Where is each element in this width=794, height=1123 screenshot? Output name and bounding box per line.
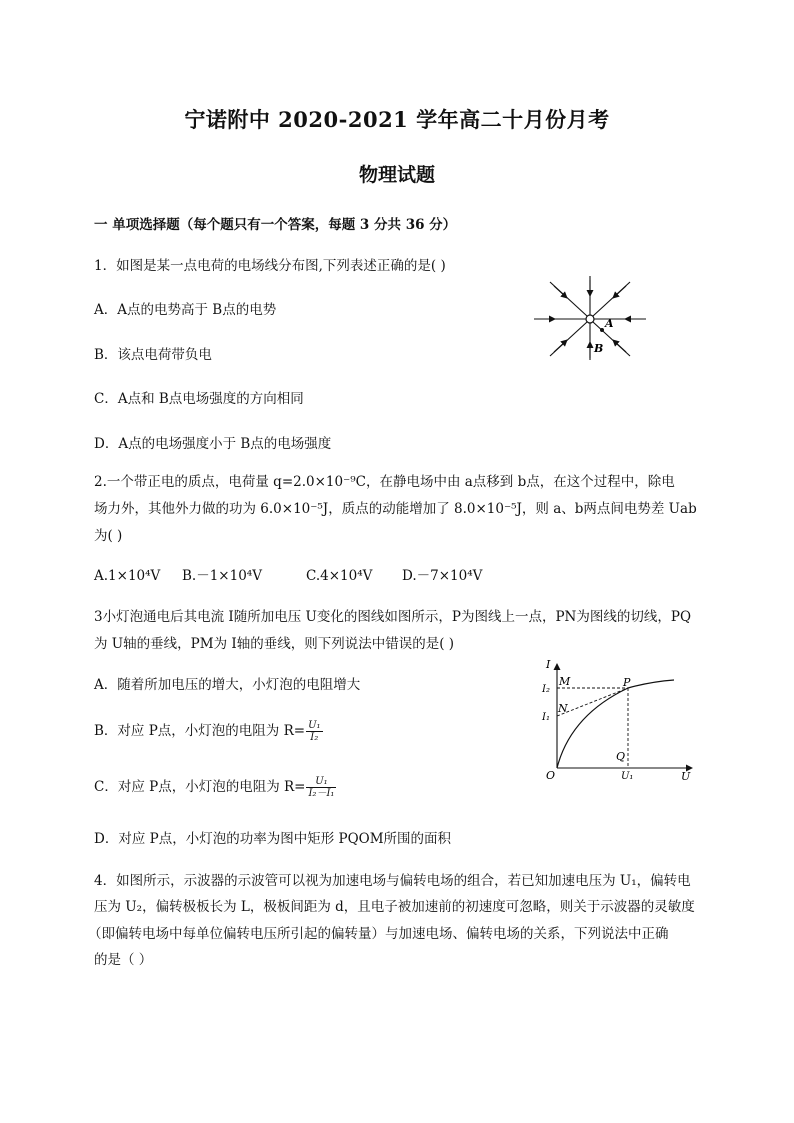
q3-option-b-numerator: U₁ — [308, 720, 321, 731]
q3-option-c-text: C．对应 P点，小灯泡的电阻为 R= — [94, 779, 306, 795]
q2-option-a: A.1×10⁴V — [94, 568, 161, 584]
section-heading: 一 单项选择题（每个题只有一个答案，每题 3 分共 36 分） — [94, 217, 457, 233]
q3-option-a: A．随着所加电压的增大，小灯泡的电阻增大 — [94, 677, 361, 693]
point-b-label: B — [594, 342, 604, 355]
iu-graph-figure — [538, 658, 698, 782]
q1-option-c: C．A点和 B点电场强度的方向相同 — [94, 391, 304, 407]
q2-option-d: D.－7×10⁴V — [402, 568, 483, 584]
i2-tick-label: I₂ — [542, 684, 550, 695]
q3-option-c — [94, 776, 336, 799]
q2-option-b: B.－1×10⁴V — [182, 568, 262, 584]
q3-option-b-fraction — [306, 720, 322, 743]
point-charge — [586, 315, 594, 323]
q3-line-1: 3小灯泡通电后其电流 I随所加电压 U变化的图线如图所示，P为图线上一点，PN为图线的切线，PQ — [94, 609, 692, 625]
q4-line-3: （即偏转电场中每单位偏转电压所引起的偏转量）与加速电场、偏转电场的关系，下列说法中正确 — [88, 926, 669, 942]
q2-line-1: 2.一个带正电的质点，电荷量 q=2.0×10⁻⁹C，在静电场中由 a点移到 b点，在这个过程中，除电 — [94, 474, 675, 490]
q4-line-4: 的是（ ） — [94, 952, 153, 968]
q4-line-2: 压为 U₂，偏转极板长为 L，极板间距为 d，且电子被加速前的初速度可忽略，则关于示波器的灵敏度 — [94, 899, 695, 915]
q2-option-c: C.4×10⁴V — [306, 568, 373, 584]
point-a-label: A — [605, 317, 614, 330]
page-title: 宁诺附中 2020-2021 学年高二十月份月考 — [184, 107, 610, 132]
q4-line-1: 4．如图所示，示波器的示波管可以视为加速电场与偏转电场的组合，若已知加速电压为 U₁，偏转电 — [94, 873, 691, 889]
q1-option-b: B．该点电荷带负电 — [94, 347, 212, 363]
u1-tick-label: U₁ — [621, 771, 634, 782]
q3-option-b-text: B．对应 P点，小灯泡的电阻为 R= — [94, 723, 306, 739]
q3-option-b — [94, 720, 323, 743]
i1-tick-label: I₁ — [542, 712, 550, 723]
q3-option-b-denominator: I₂ — [306, 731, 322, 743]
q3-line-2: 为 U轴的垂线，PM为 I轴的垂线，则下列说法中错误的是( ) — [94, 636, 455, 652]
q1-stem: 1．如图是某一点电荷的电场线分布图,下列表述正确的是( ) — [94, 258, 446, 274]
q-label: Q — [616, 750, 626, 763]
q1-option-a: A．A点的电势高于 B点的电势 — [94, 302, 277, 318]
electric-field-lines-figure — [530, 270, 650, 366]
i-axis-label: I — [546, 658, 551, 671]
u-axis-label: U — [681, 770, 691, 782]
point-a-dot — [600, 328, 604, 332]
q2-line-2: 场力外，其他外力做的功为 6.0×10⁻⁵J，质点的动能增加了 8.0×10⁻⁵J，则 a、b两点间电势差 Uab — [94, 501, 697, 517]
q2-line-3: 为( ) — [94, 528, 123, 544]
q3-option-d: D．对应 P点，小灯泡的功率为图中矩形 PQOM所围的面积 — [94, 831, 452, 847]
n-label: N — [558, 702, 568, 715]
p-label: P — [623, 676, 631, 689]
origin-label: O — [546, 769, 556, 782]
q1-option-d: D．A点的电场强度小于 B点的电场强度 — [94, 436, 332, 452]
q3-option-c-fraction — [306, 776, 336, 799]
page-subtitle: 物理试题 — [358, 164, 435, 186]
point-b-dot — [588, 344, 592, 348]
q3-option-c-denominator: I₂－I₁ — [308, 788, 335, 799]
m-label: M — [559, 675, 571, 688]
q3-option-c-numerator: U₁ — [315, 776, 328, 787]
